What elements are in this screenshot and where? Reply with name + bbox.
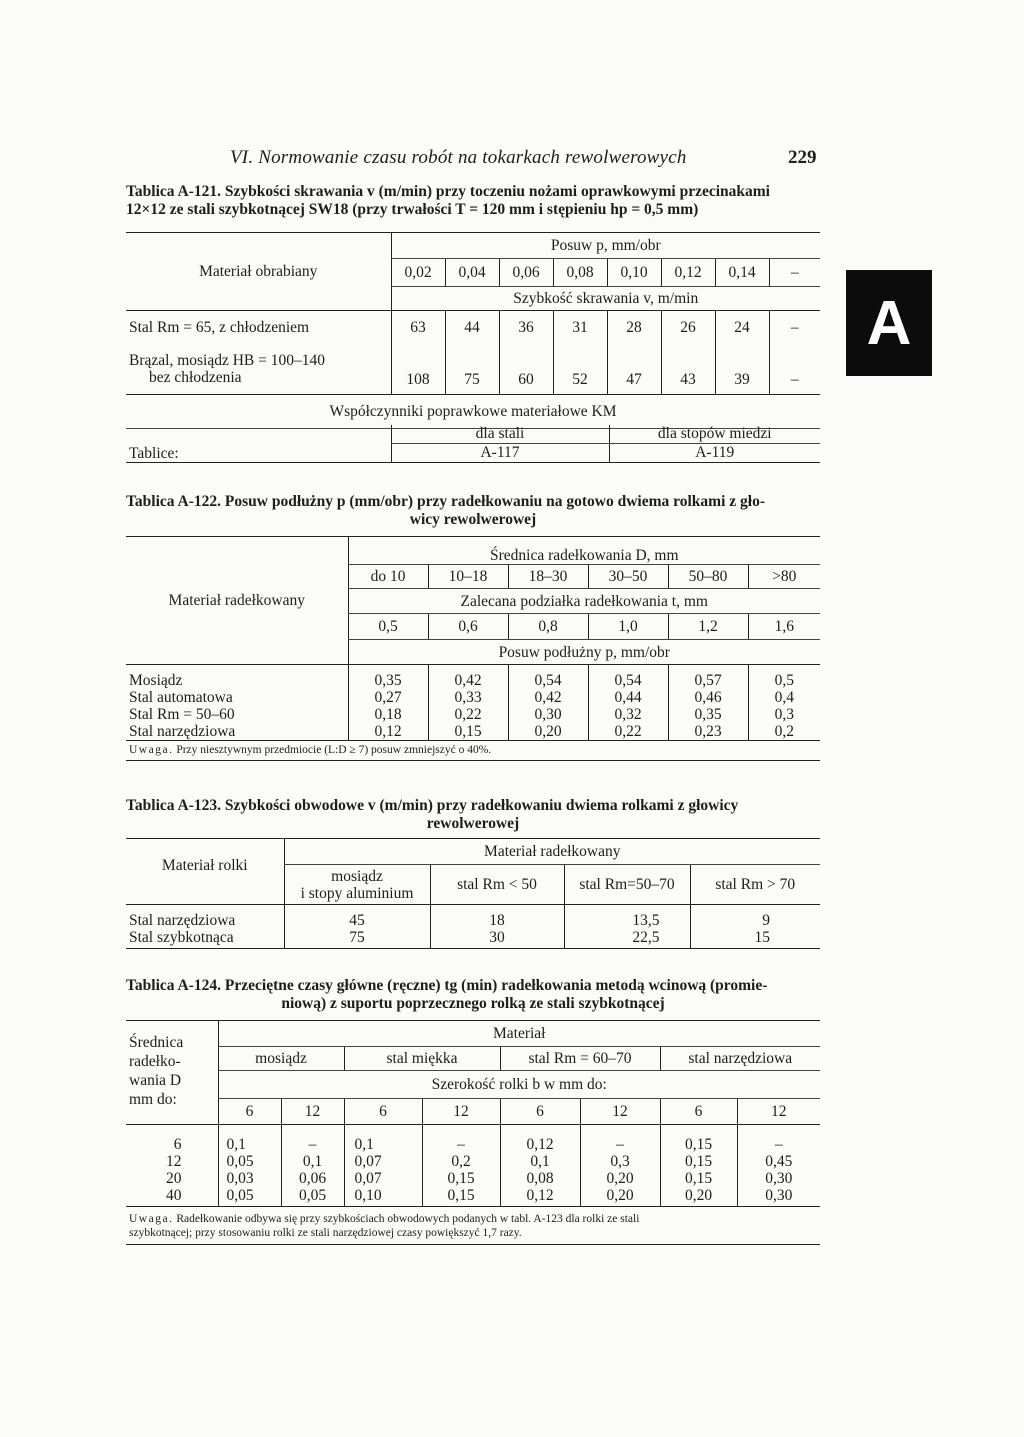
t122-cell: 0,54 bbox=[508, 665, 588, 689]
t121-feed: – bbox=[769, 259, 820, 287]
t124-diam-header-line: wania D bbox=[129, 1072, 182, 1089]
t124-cell: 0,15 bbox=[660, 1125, 737, 1153]
t121-steel-table: A-117 bbox=[391, 443, 609, 462]
t124-cell: 0,3 bbox=[580, 1153, 660, 1170]
t122-pitch: 0,6 bbox=[428, 614, 508, 640]
t124-diam-header bbox=[126, 1021, 218, 1125]
t124-cell: 0,15 bbox=[660, 1153, 737, 1170]
t121-copper-table: A-119 bbox=[609, 443, 820, 462]
t124-material: stal narzędziowa bbox=[660, 1047, 820, 1071]
t121-cell: – bbox=[769, 345, 820, 395]
t121-coef-header: Współczynniki poprawkowe materiałowe KM bbox=[126, 395, 820, 429]
t124-cell: 0,1 bbox=[218, 1125, 281, 1153]
t122-cell: 0,32 bbox=[588, 706, 668, 723]
t122-row-label: Stal Rm = 50–60 bbox=[129, 705, 235, 723]
t122-cell: 0,44 bbox=[588, 689, 668, 706]
t122-diam: 10–18 bbox=[428, 565, 508, 589]
t122-note-text: Przy niesztywnym przedmiocie (L:D ≥ 7) posuw zmniejszyć o 40%. bbox=[176, 744, 492, 756]
t121-steel-label: dla stali bbox=[391, 425, 609, 443]
t124-width: 6 bbox=[344, 1099, 422, 1125]
t124-cell: – bbox=[737, 1125, 820, 1153]
table-a122 bbox=[126, 536, 820, 761]
t122-caption-line1: Posuw podłużny p (mm/obr) przy radełkowaniu na gotowo dwiema rolkami z gło- bbox=[224, 493, 765, 510]
t123-cell: 75 bbox=[284, 929, 430, 949]
t122-cell: 0,46 bbox=[668, 689, 748, 706]
t121-cell: 75 bbox=[445, 345, 499, 395]
t122-pitch-header: Zalecana podziałka radełkowania t, mm bbox=[348, 589, 820, 614]
t121-row2-label bbox=[126, 345, 391, 395]
t121-cell: 60 bbox=[499, 345, 553, 395]
t121-feed: 0,12 bbox=[661, 259, 715, 287]
t124-width: 6 bbox=[500, 1099, 580, 1125]
t122-pitch: 0,5 bbox=[348, 614, 428, 640]
t122-diam: 50–80 bbox=[668, 565, 748, 589]
t122-cell: 0,4 bbox=[748, 689, 820, 706]
t123-col: stal Rm < 50 bbox=[430, 865, 564, 905]
t122-cell: 0,27 bbox=[348, 689, 428, 706]
t121-caption bbox=[126, 183, 820, 219]
t122-cell: 0,35 bbox=[348, 665, 428, 689]
t122-cell: 0,2 bbox=[748, 723, 820, 741]
t122-caption bbox=[126, 493, 820, 529]
t124-diam-header-line: radełko- bbox=[129, 1053, 181, 1070]
t122-cell: 0,35 bbox=[668, 706, 748, 723]
t124-cell: 0,07 bbox=[344, 1153, 422, 1170]
t124-row-diam: 40 bbox=[126, 1187, 218, 1207]
t124-cell: – bbox=[580, 1125, 660, 1153]
t124-cell: 0,06 bbox=[281, 1170, 344, 1187]
t124-cell: 0,20 bbox=[660, 1187, 737, 1207]
t121-cell: – bbox=[769, 311, 820, 345]
t122-row-label: Mosiądz bbox=[129, 671, 183, 689]
t124-caption-line1: Przeciętne czasy główne (ręczne) tg (min) radełkowania metodą wcinową (promie- bbox=[224, 977, 768, 994]
t124-cell: 0,1 bbox=[281, 1153, 344, 1170]
t121-caption-line1: Szybkości skrawania v (m/min) przy toczeniu nożami oprawkowymi przecinakami bbox=[224, 183, 770, 200]
t124-caption bbox=[126, 977, 820, 1013]
t121-cell: 36 bbox=[499, 311, 553, 345]
table-a121-refs bbox=[126, 425, 820, 463]
t122-cell: 0,15 bbox=[428, 723, 508, 741]
t124-cell: 0,15 bbox=[422, 1170, 500, 1187]
t122-cell: 0,12 bbox=[348, 723, 428, 741]
t123-row-label: Stal szybkotnąca bbox=[126, 929, 284, 949]
t123-col: stal Rm=50–70 bbox=[564, 865, 690, 905]
t122-pitch: 0,8 bbox=[508, 614, 588, 640]
t121-tablice-label: Tablice: bbox=[126, 425, 391, 462]
t124-caption-line2: niową) z suportu poprzecznego rolką ze stali szybkotnącej bbox=[281, 995, 665, 1012]
t121-cell: 31 bbox=[553, 311, 607, 345]
t122-pitch: 1,6 bbox=[748, 614, 820, 640]
t124-material: stal miękka bbox=[344, 1047, 500, 1071]
t124-cell: 0,10 bbox=[344, 1187, 422, 1207]
t124-cell: 0,1 bbox=[344, 1125, 422, 1153]
t122-cell: 0,5 bbox=[748, 665, 820, 689]
t122-feed-header: Posuw podłużny p, mm/obr bbox=[348, 640, 820, 665]
t124-width: 12 bbox=[281, 1099, 344, 1125]
t122-caption-line2: wicy rewolwerowej bbox=[409, 511, 537, 528]
t123-col: stal Rm > 70 bbox=[690, 865, 820, 905]
t124-cell: 0,05 bbox=[218, 1153, 281, 1170]
t121-material-header: Materiał obrabiany bbox=[126, 233, 391, 311]
t123-col-mosiadz-line1: mosiądz bbox=[331, 867, 383, 885]
t124-width: 12 bbox=[422, 1099, 500, 1125]
t124-cell: 0,05 bbox=[281, 1187, 344, 1207]
t124-cell: 0,15 bbox=[660, 1170, 737, 1187]
t123-cell: 9 bbox=[690, 905, 820, 929]
t124-row-diam: 20 bbox=[166, 1169, 182, 1187]
t123-cell: 22,5 bbox=[564, 929, 690, 949]
t124-caption-label: Tablica A-124. bbox=[126, 977, 222, 994]
t123-row-label: Stal narzędziowa bbox=[129, 911, 236, 929]
t124-material: mosiądz bbox=[218, 1047, 344, 1071]
t122-cell: 0,33 bbox=[428, 689, 508, 706]
t122-cell: 0,23 bbox=[668, 723, 748, 741]
t121-cell: 39 bbox=[715, 345, 769, 395]
t124-note bbox=[126, 1207, 820, 1245]
t121-feed: 0,08 bbox=[553, 259, 607, 287]
t121-row1-label: Stal Rm = 65, z chłodzeniem bbox=[129, 319, 310, 337]
t121-posuw-header: Posuw p, mm/obr bbox=[391, 233, 820, 259]
t122-cell: 0,20 bbox=[508, 723, 588, 741]
t121-feed: 0,04 bbox=[445, 259, 499, 287]
t121-row2-label-line1: Brązal, mosiądz HB = 100–140 bbox=[129, 352, 325, 370]
t121-cell: 28 bbox=[607, 311, 661, 345]
t124-row-diam: 12 bbox=[166, 1152, 182, 1170]
t122-cell: 0,42 bbox=[508, 689, 588, 706]
t124-cell: 0,2 bbox=[422, 1153, 500, 1170]
t122-material-header: Materiał radełkowany bbox=[126, 537, 348, 665]
t124-cell: 0,30 bbox=[737, 1170, 820, 1187]
t123-caption-label: Tablica A-123. bbox=[126, 797, 222, 814]
t121-cell: 47 bbox=[607, 345, 661, 395]
t123-caption-line2: rewolwerowej bbox=[426, 815, 520, 832]
t124-width: 6 bbox=[660, 1099, 737, 1125]
t124-cell: 0,05 bbox=[218, 1187, 281, 1207]
t123-caption bbox=[126, 797, 820, 833]
t122-note bbox=[126, 741, 820, 761]
t121-cell: 108 bbox=[391, 345, 445, 395]
t124-cell: 0,07 bbox=[344, 1170, 422, 1187]
t122-cell: 0,30 bbox=[508, 706, 588, 723]
t123-col-mosiadz bbox=[284, 865, 430, 905]
t124-diam-header-line: Średnica bbox=[129, 1034, 184, 1051]
t122-diam-header: Średnica radełkowania D, mm bbox=[348, 537, 820, 565]
t124-cell: 0,30 bbox=[737, 1187, 820, 1207]
t121-cell: 24 bbox=[715, 311, 769, 345]
t122-cell: 0,57 bbox=[668, 665, 748, 689]
t124-cell: 0,08 bbox=[500, 1170, 580, 1187]
t121-cell: 26 bbox=[661, 311, 715, 345]
t122-caption-label: Tablica A-122. bbox=[126, 493, 222, 510]
t122-diam: >80 bbox=[748, 565, 820, 589]
t122-diam: 18–30 bbox=[508, 565, 588, 589]
page-number: 229 bbox=[788, 147, 817, 168]
t122-note-label: Uwaga. bbox=[129, 744, 174, 756]
t122-cell: 0,22 bbox=[428, 706, 508, 723]
t124-diam-header-line: mm do: bbox=[129, 1091, 177, 1108]
t123-cell: 15 bbox=[690, 929, 820, 949]
t123-material-header: Materiał radełkowany bbox=[284, 839, 820, 865]
t123-cell: 18 bbox=[430, 905, 564, 929]
t121-caption-label: Tablica A-121. bbox=[126, 183, 222, 200]
t124-cell: 0,03 bbox=[218, 1170, 281, 1187]
t124-cell: 0,1 bbox=[500, 1153, 580, 1170]
t124-cell: 0,45 bbox=[737, 1153, 820, 1170]
table-a123 bbox=[126, 838, 820, 949]
t124-width: 6 bbox=[218, 1099, 281, 1125]
t121-row2-label-line2: bez chłodzenia bbox=[149, 369, 242, 387]
t123-roll-header: Materiał rolki bbox=[126, 839, 284, 905]
t121-copper-label: dla stopów miedzi bbox=[609, 425, 820, 443]
t121-caption-line2: 12×12 ze stali szybkotnącej SW18 (przy trwałości T = 120 mm i stępieniu hp = 0,5 mm) bbox=[126, 201, 699, 218]
t121-cell: 52 bbox=[553, 345, 607, 395]
t124-width-header: Szerokość rolki b w mm do: bbox=[218, 1071, 820, 1099]
t124-width: 12 bbox=[737, 1099, 820, 1125]
t124-note-label: Uwaga. bbox=[129, 1212, 174, 1225]
t123-cell: 13,5 bbox=[564, 905, 690, 929]
t124-width: 12 bbox=[580, 1099, 660, 1125]
t124-note-line2: szybkotnącej; przy stosowaniu rolki ze stali narzędziowej czasy powiększyć 1,7 razy. bbox=[129, 1226, 522, 1239]
t124-cell: 0,20 bbox=[580, 1170, 660, 1187]
t123-cell: 30 bbox=[430, 929, 564, 949]
t122-row-label: Stal narzędziowa bbox=[126, 723, 348, 741]
table-a121 bbox=[126, 232, 820, 429]
t121-cell: 43 bbox=[661, 345, 715, 395]
t124-row-diam: 6 bbox=[173, 1135, 182, 1153]
t123-cell: 45 bbox=[284, 905, 430, 929]
t124-material: stal Rm = 60–70 bbox=[500, 1047, 660, 1071]
t124-cell: 0,12 bbox=[500, 1187, 580, 1207]
t121-speed-header: Szybkość skrawania v, m/min bbox=[391, 287, 820, 311]
t121-feed: 0,14 bbox=[715, 259, 769, 287]
t122-cell: 0,18 bbox=[348, 706, 428, 723]
table-a124 bbox=[126, 1020, 820, 1245]
t122-cell: 0,54 bbox=[588, 665, 668, 689]
t122-diam: do 10 bbox=[348, 565, 428, 589]
t124-material-header: Materiał bbox=[218, 1021, 820, 1047]
t124-cell: 0,15 bbox=[422, 1187, 500, 1207]
t122-diam: 30–50 bbox=[588, 565, 668, 589]
t124-note-line1: Radełkowanie odbywa się przy szybkościach obwodowych podanych w tabl. A-123 dla rolki ze stali bbox=[176, 1212, 640, 1225]
t123-caption-line1: Szybkości obwodowe v (m/min) przy radełkowaniu dwiema rolkami z głowicy bbox=[224, 797, 739, 814]
t122-cell: 0,42 bbox=[428, 665, 508, 689]
running-header: VI. Normowanie czasu robót na tokarkach rewolwerowych bbox=[230, 147, 687, 168]
t121-cell: 44 bbox=[445, 311, 499, 345]
t123-col-mosiadz-line2: i stopy aluminium bbox=[300, 884, 414, 902]
t122-cell: 0,22 bbox=[588, 723, 668, 741]
t124-cell: – bbox=[281, 1125, 344, 1153]
t121-feed: 0,02 bbox=[391, 259, 445, 287]
t122-cell: 0,3 bbox=[748, 706, 820, 723]
t122-pitch: 1,2 bbox=[668, 614, 748, 640]
t122-row-label: Stal automatowa bbox=[129, 688, 233, 706]
t121-feed: 0,06 bbox=[499, 259, 553, 287]
t124-cell: – bbox=[422, 1125, 500, 1153]
section-tab: A bbox=[846, 270, 932, 376]
t121-feed: 0,10 bbox=[607, 259, 661, 287]
t124-cell: 0,20 bbox=[580, 1187, 660, 1207]
t122-pitch: 1,0 bbox=[588, 614, 668, 640]
t124-cell: 0,12 bbox=[500, 1125, 580, 1153]
t121-cell: 63 bbox=[391, 311, 445, 345]
